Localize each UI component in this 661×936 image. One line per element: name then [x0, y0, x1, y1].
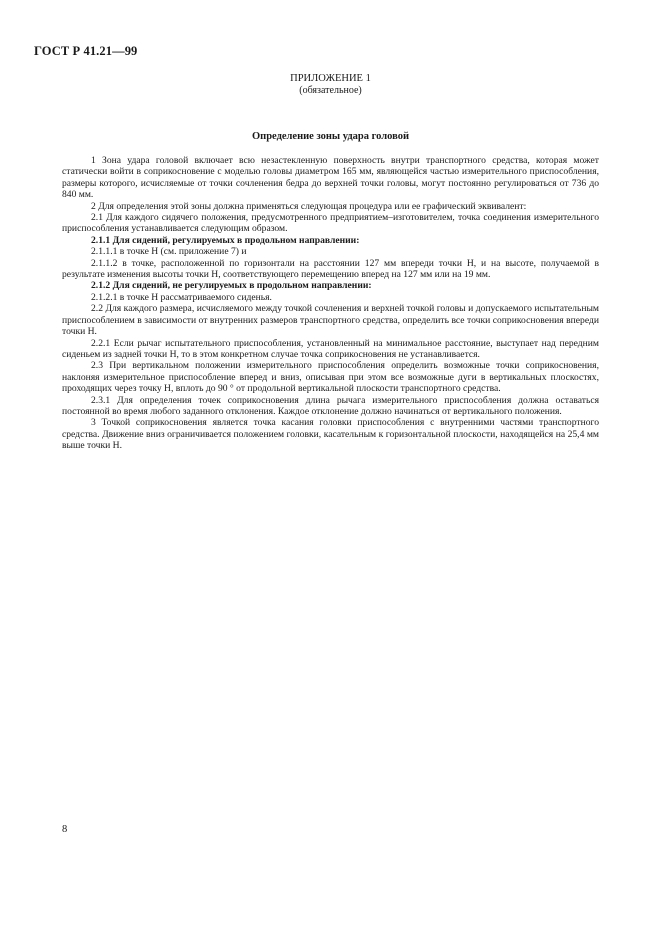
paragraph: 2.2.1 Если рычаг испытательного приспособления, установленный на минимальное расстояние, выступает над передним сиденьем из задней точки H, то в этом конкретном случае точка соприкосновения не устанавливается. — [62, 337, 599, 360]
document-code: ГОСТ Р 41.21—99 — [34, 44, 138, 58]
paragraph: 2.1.2 Для сидений, не регулируемых в продольном направлении: — [91, 280, 372, 292]
page-number: 8 — [62, 824, 68, 835]
document-body — [62, 155, 599, 452]
paragraph: 2.1.1.2 в точке, расположенной по горизонтали на расстоянии 127 мм впереди точки H, и на высоте, получаемой в результате изменения высоты точки H, соответствующего перемещению вперед на 127 мм или на 19 мм. — [62, 257, 599, 281]
appendix-heading — [0, 73, 661, 97]
section-title: Определение зоны удара головой — [251, 131, 410, 142]
paragraph: 2 Для определения этой зоны должна применяться следующая процедура или ее графический эквивалент: — [91, 200, 527, 212]
paragraph: 2.1.2.1 в точке H рассматриваемого сиденья. — [91, 291, 272, 303]
paragraph: 3 Точкой соприкосновения является точка касания головки приспособления с внутренними частями транспортного средства. Движение вниз ограничивается положением головки, касательным к горизонтальной плоскости, находящейся на 25,4 мм выше точки H. — [62, 417, 599, 452]
appendix-subtitle: (обязательное) — [299, 85, 362, 96]
paragraph: 2.1 Для каждого сидячего положения, предусмотренного предприятием–изготовителем, точка соединения измерительного приспособления устанавливается следующим образом. — [62, 212, 599, 235]
appendix-title: ПРИЛОЖЕНИЕ 1 — [290, 73, 371, 84]
paragraph: 2.1.1.1 в точке H (см. приложение 7) и — [91, 246, 247, 258]
paragraph: 2.3 При вертикальном положении измерительного приспособления определить возможные точки соприкосновения, наклоняя измерительное приспособление вперед и вниз, описывая при этом все возможные дуги в вертикальных плоскостях, проходящих через точку H, вплоть до 90 ° от продольной вертикальной плоскости транспортного средства. — [62, 360, 599, 395]
paragraph: 2.1.1 Для сидений, регулируемых в продольном направлении: — [91, 234, 360, 246]
paragraph: 2.2 Для каждого размера, исчисляемого между точкой сочленения и верхней точкой головы и допускаемого испытательным приспособлением в зависимости от внутренних размеров транспортного средства, определить все точки соприкосновения впереди точки H. — [62, 303, 599, 338]
paragraph: 1 Зона удара головой включает всю незастекленную поверхность внутри транспортного средства, которая может статически войти в соприкосновение с моделью головы диаметром 165 мм, являющейся частью измерительного приспособления, размеры которого, исчисляемые от точки сочленения бедра до верхней точки головы, могут постоянно регулироваться от 736 до 840 мм. — [62, 155, 599, 201]
paragraph: 2.3.1 Для определения точек соприкосновения длина рычага измерительного приспособления должна оставаться постоянной во время любого заданного отклонения. Каждое отклонение должно начинаться от вертикального положения. — [62, 394, 599, 417]
